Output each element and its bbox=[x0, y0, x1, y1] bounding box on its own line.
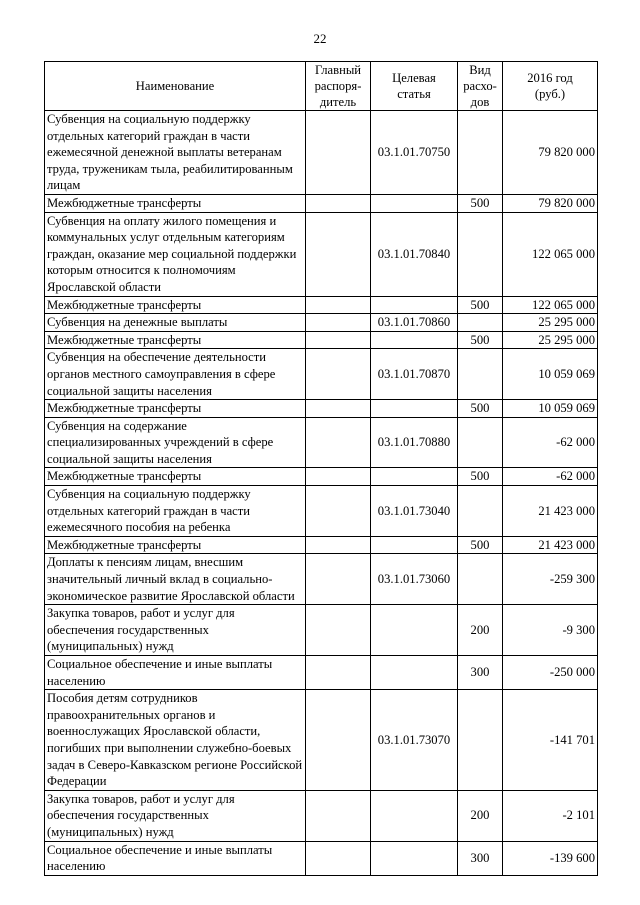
cell-kind: 500 bbox=[458, 296, 503, 314]
cell-admin bbox=[306, 554, 371, 605]
cell-kind: 300 bbox=[458, 841, 503, 875]
cell-target bbox=[371, 296, 458, 314]
cell-admin bbox=[306, 536, 371, 554]
cell-name: Межбюджетные трансферты bbox=[45, 400, 306, 418]
cell-name: Пособия детям сотрудников правоохранительных органов и военнослужащих Ярославской области, погибших при выполнении служебно-боевых задач в Северо-Кавказском регионе Российской Федерации bbox=[45, 690, 306, 791]
cell-kind bbox=[458, 314, 503, 332]
cell-target bbox=[371, 194, 458, 212]
cell-kind: 200 bbox=[458, 605, 503, 656]
budget-table bbox=[44, 61, 598, 876]
table-row bbox=[45, 468, 598, 486]
cell-admin bbox=[306, 790, 371, 841]
cell-kind bbox=[458, 349, 503, 400]
cell-kind: 300 bbox=[458, 656, 503, 690]
table-row bbox=[45, 605, 598, 656]
cell-target: 03.1.01.70870 bbox=[371, 349, 458, 400]
cell-target bbox=[371, 331, 458, 349]
header-amount: 2016 год (руб.) bbox=[503, 62, 598, 111]
cell-kind: 200 bbox=[458, 790, 503, 841]
table-row bbox=[45, 656, 598, 690]
cell-admin bbox=[306, 656, 371, 690]
cell-amount: -62 000 bbox=[503, 468, 598, 486]
cell-admin bbox=[306, 417, 371, 468]
cell-amount: -139 600 bbox=[503, 841, 598, 875]
cell-kind bbox=[458, 690, 503, 791]
cell-kind: 500 bbox=[458, 400, 503, 418]
cell-amount: -62 000 bbox=[503, 417, 598, 468]
cell-kind: 500 bbox=[458, 536, 503, 554]
cell-admin bbox=[306, 349, 371, 400]
cell-amount: 79 820 000 bbox=[503, 111, 598, 195]
header-kind: Вид расхо- дов bbox=[458, 62, 503, 111]
table-row bbox=[45, 349, 598, 400]
cell-target: 03.1.01.70880 bbox=[371, 417, 458, 468]
table-row bbox=[45, 790, 598, 841]
cell-target bbox=[371, 605, 458, 656]
cell-admin bbox=[306, 212, 371, 296]
cell-target bbox=[371, 841, 458, 875]
cell-name: Субвенция на оплату жилого помещения и коммунальных услуг отдельным категориям граждан, оказание мер социальной поддержки которым относится к полномочиям Ярославской области bbox=[45, 212, 306, 296]
table-row bbox=[45, 690, 598, 791]
header-target: Целевая статья bbox=[371, 62, 458, 111]
cell-amount: -250 000 bbox=[503, 656, 598, 690]
cell-name: Межбюджетные трансферты bbox=[45, 468, 306, 486]
cell-amount: 79 820 000 bbox=[503, 194, 598, 212]
table-row bbox=[45, 212, 598, 296]
table-row bbox=[45, 314, 598, 332]
cell-name: Субвенция на социальную поддержку отдельных категорий граждан в части ежемесячной денежной выплаты ветеранам труда, труженикам тыла, реабилитированным лицам bbox=[45, 111, 306, 195]
cell-admin bbox=[306, 400, 371, 418]
cell-target bbox=[371, 536, 458, 554]
cell-name: Межбюджетные трансферты bbox=[45, 194, 306, 212]
cell-kind bbox=[458, 417, 503, 468]
header-name: Наименование bbox=[45, 62, 306, 111]
cell-target bbox=[371, 790, 458, 841]
page-number: 22 bbox=[313, 31, 327, 46]
cell-target: 03.1.01.73070 bbox=[371, 690, 458, 791]
cell-name: Закупка товаров, работ и услуг для обеспечения государственных (муниципальных) нужд bbox=[45, 605, 306, 656]
cell-amount: -9 300 bbox=[503, 605, 598, 656]
cell-amount: 122 065 000 bbox=[503, 212, 598, 296]
header-admin: Главный распоря- дитель bbox=[306, 62, 371, 111]
cell-name: Субвенция на обеспечение деятельности органов местного самоуправления в сфере социальной защиты населения bbox=[45, 349, 306, 400]
cell-target: 03.1.01.73040 bbox=[371, 486, 458, 537]
cell-amount: -2 101 bbox=[503, 790, 598, 841]
cell-amount: 10 059 069 bbox=[503, 400, 598, 418]
cell-target: 03.1.01.73060 bbox=[371, 554, 458, 605]
cell-target bbox=[371, 656, 458, 690]
table-row bbox=[45, 296, 598, 314]
table-row bbox=[45, 554, 598, 605]
cell-admin bbox=[306, 605, 371, 656]
cell-amount: 10 059 069 bbox=[503, 349, 598, 400]
cell-admin bbox=[306, 331, 371, 349]
cell-admin bbox=[306, 690, 371, 791]
cell-target: 03.1.01.70860 bbox=[371, 314, 458, 332]
cell-amount: 122 065 000 bbox=[503, 296, 598, 314]
table-row bbox=[45, 417, 598, 468]
cell-kind bbox=[458, 486, 503, 537]
table-row bbox=[45, 331, 598, 349]
cell-kind: 500 bbox=[458, 468, 503, 486]
table-body bbox=[45, 111, 598, 876]
cell-target bbox=[371, 400, 458, 418]
table-row bbox=[45, 486, 598, 537]
cell-admin bbox=[306, 486, 371, 537]
cell-admin bbox=[306, 194, 371, 212]
cell-admin bbox=[306, 841, 371, 875]
table-header-row bbox=[45, 62, 598, 111]
cell-name: Социальное обеспечение и иные выплаты населению bbox=[45, 656, 306, 690]
cell-name: Закупка товаров, работ и услуг для обеспечения государственных (муниципальных) нужд bbox=[45, 790, 306, 841]
table-row bbox=[45, 841, 598, 875]
table-row bbox=[45, 111, 598, 195]
cell-kind: 500 bbox=[458, 331, 503, 349]
cell-name: Доплаты к пенсиям лицам, внесшим значительный личный вклад в социально-экономическое развитие Ярославской области bbox=[45, 554, 306, 605]
cell-admin bbox=[306, 111, 371, 195]
cell-admin bbox=[306, 468, 371, 486]
cell-name: Субвенция на денежные выплаты bbox=[45, 314, 306, 332]
cell-target bbox=[371, 468, 458, 486]
cell-target: 03.1.01.70840 bbox=[371, 212, 458, 296]
cell-kind bbox=[458, 554, 503, 605]
cell-amount: 25 295 000 bbox=[503, 314, 598, 332]
cell-amount: 21 423 000 bbox=[503, 536, 598, 554]
cell-amount: 21 423 000 bbox=[503, 486, 598, 537]
cell-amount: -141 701 bbox=[503, 690, 598, 791]
cell-admin bbox=[306, 314, 371, 332]
cell-name: Субвенция на социальную поддержку отдельных категорий граждан в части ежемесячного пособия на ребенка bbox=[45, 486, 306, 537]
cell-target: 03.1.01.70750 bbox=[371, 111, 458, 195]
cell-name: Межбюджетные трансферты bbox=[45, 536, 306, 554]
cell-amount: 25 295 000 bbox=[503, 331, 598, 349]
table-row bbox=[45, 536, 598, 554]
cell-name: Межбюджетные трансферты bbox=[45, 296, 306, 314]
cell-name: Социальное обеспечение и иные выплаты населению bbox=[45, 841, 306, 875]
cell-kind: 500 bbox=[458, 194, 503, 212]
cell-admin bbox=[306, 296, 371, 314]
cell-name: Межбюджетные трансферты bbox=[45, 331, 306, 349]
cell-amount: -259 300 bbox=[503, 554, 598, 605]
cell-kind bbox=[458, 111, 503, 195]
table-row bbox=[45, 194, 598, 212]
cell-kind bbox=[458, 212, 503, 296]
table-row bbox=[45, 400, 598, 418]
cell-name: Субвенция на содержание специализированных учреждений в сфере социальной защиты населения bbox=[45, 417, 306, 468]
